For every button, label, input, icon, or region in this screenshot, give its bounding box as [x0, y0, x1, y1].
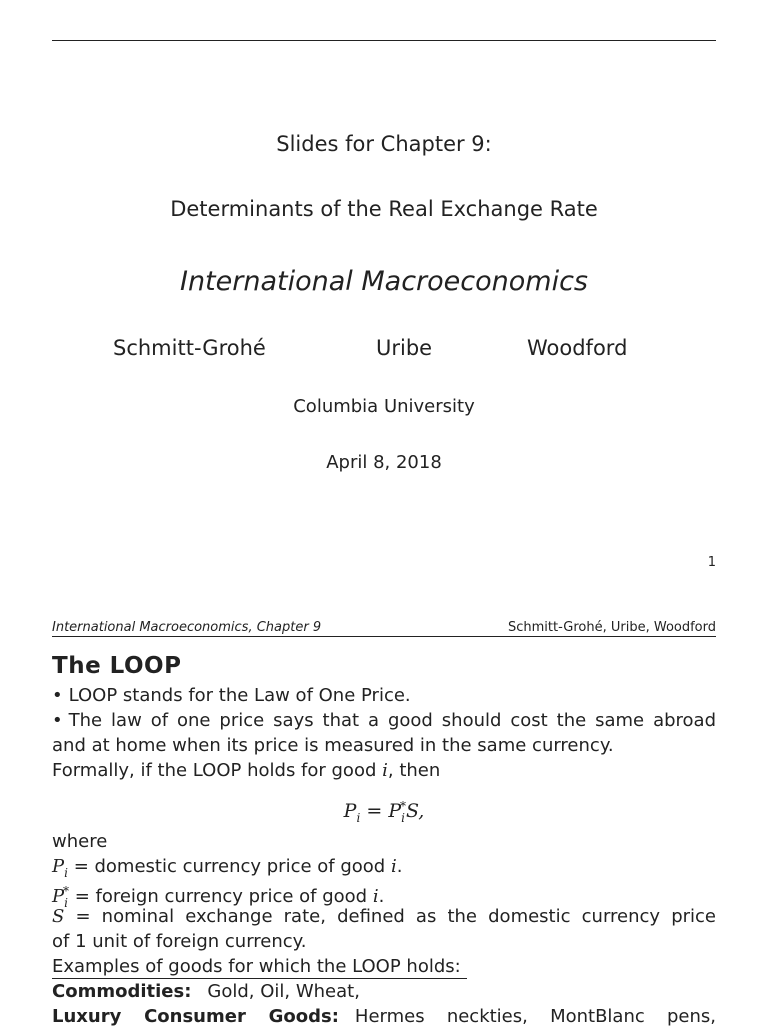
slide-title: Determinants of the Real Exchange Rate	[170, 197, 598, 221]
author-name: Uribe	[376, 336, 433, 360]
examples-heading: Examples of goods for which the LOOP holds:	[52, 955, 467, 979]
book-title: International Macroeconomics	[179, 266, 588, 297]
bullet-item	[52, 683, 716, 708]
definition: $P_i^*$ = foreign currency price of good i.	[52, 884, 385, 910]
luxury-list: Hermes neckties, MontBlanc pens,	[354, 1006, 716, 1027]
section-title: The LOOP	[52, 653, 182, 679]
definition: $P_i$ = domestic currency price of good i.	[52, 856, 403, 880]
slide-subtitle: Slides for Chapter 9:	[276, 132, 492, 156]
where-label: where	[52, 831, 108, 852]
bullet-text: LOOP stands for the Law of One Price.	[68, 685, 411, 706]
page-number: 1	[707, 555, 716, 570]
top-rule	[52, 40, 716, 41]
bullet-icon: •	[52, 685, 63, 706]
commodities-row	[52, 979, 716, 1004]
slide-body	[52, 650, 716, 1029]
text-line: Formally, if the LOOP holds for good i, then	[52, 760, 441, 781]
commodities-label: Commodities:	[52, 981, 192, 1002]
header-left: International Macroeconomics, Chapter 9	[52, 620, 322, 635]
author-name: Schmitt-Grohé	[113, 336, 266, 360]
running-header	[52, 620, 716, 637]
author-name: Woodford	[527, 336, 628, 360]
commodities-list: Gold, Oil, Wheat,	[207, 981, 360, 1002]
luxury-row	[52, 1004, 716, 1029]
definition: S = nominal exchange rate, defined as the domestic currency price	[52, 906, 716, 927]
institution: Columbia University	[293, 396, 475, 417]
loop-equation: $P_i = P_i^*S$,	[343, 799, 425, 825]
bullet-icon: •	[52, 710, 63, 731]
examples-heading-row	[52, 954, 716, 979]
date: April 8, 2018	[326, 452, 442, 473]
author-list	[0, 336, 768, 366]
text-line: and at home when its price is measured in the same currency.	[52, 735, 614, 756]
bullet-text: The law of one price says that a good should cost the same abroad	[68, 710, 716, 731]
text-line: of 1 unit of foreign currency.	[52, 931, 307, 952]
bullet-item	[52, 708, 716, 733]
header-right: Schmitt-Grohé, Uribe, Woodford	[508, 620, 716, 635]
luxury-label: Luxury Consumer Goods:	[52, 1006, 339, 1027]
